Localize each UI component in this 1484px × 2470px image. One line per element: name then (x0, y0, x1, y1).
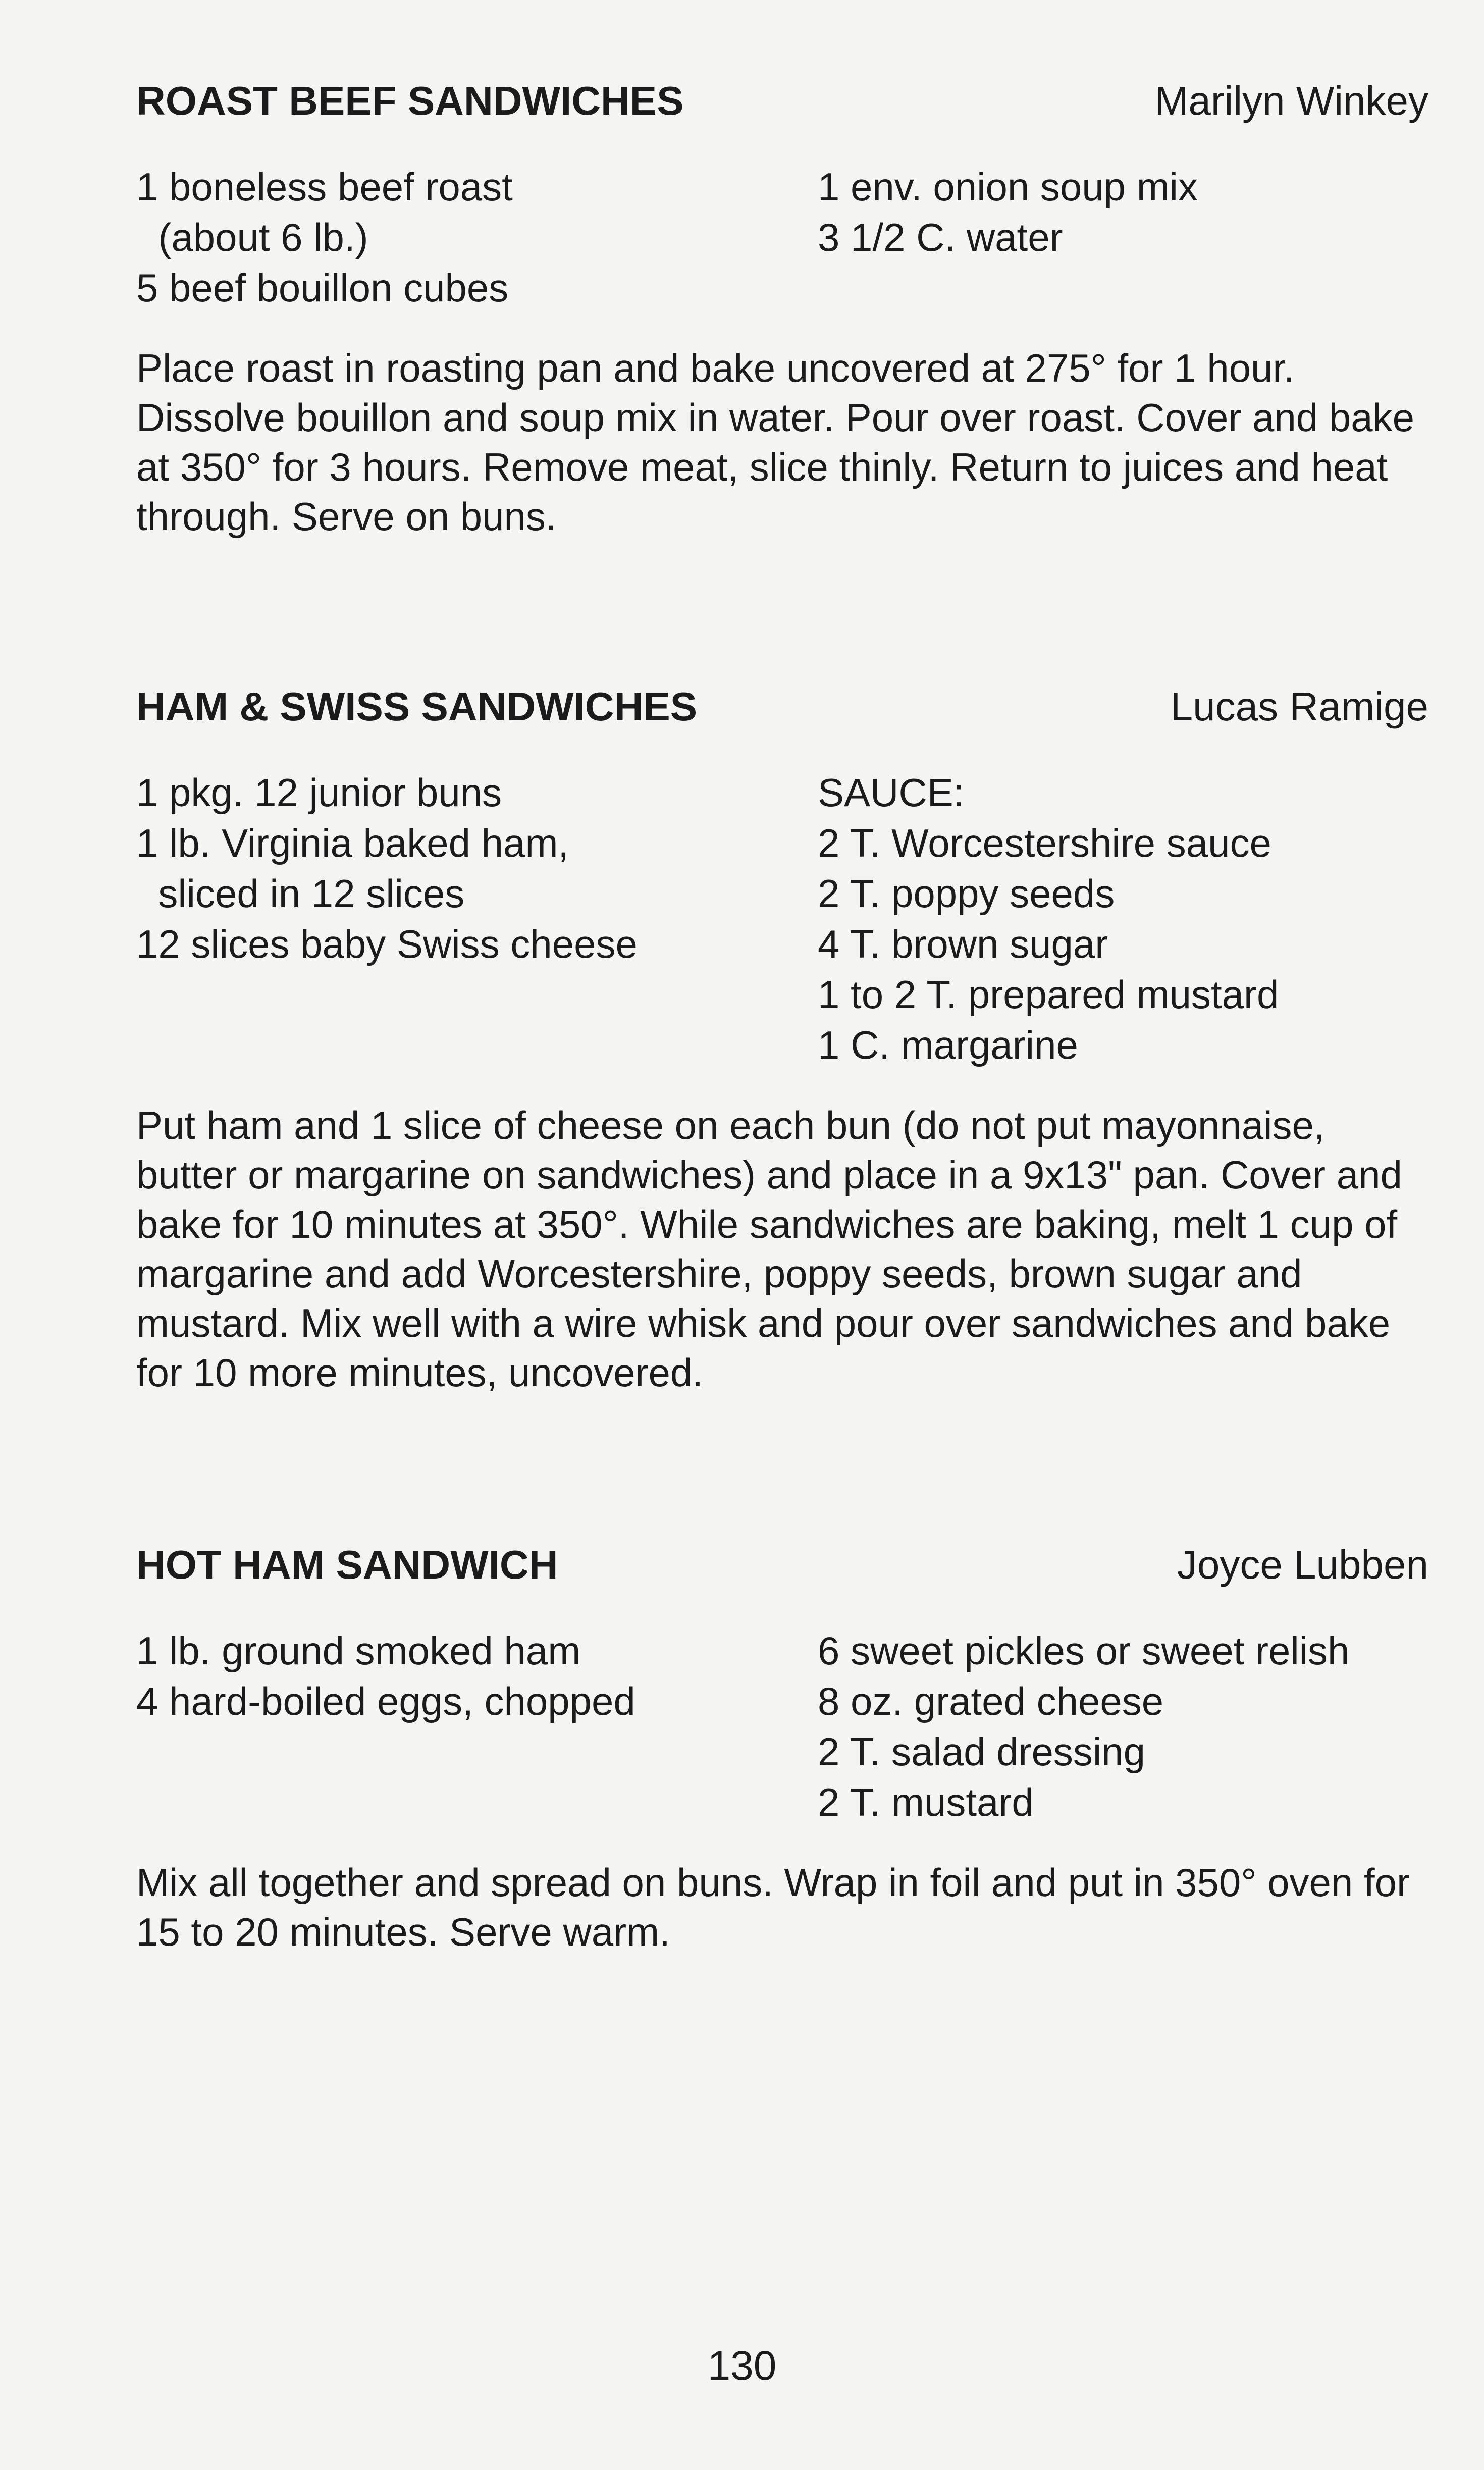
sauce-heading: SAUCE: (818, 770, 965, 815)
ingredient: 12 slices baby Swiss cheese (136, 922, 638, 966)
ingredient-list (136, 1625, 1428, 1827)
ingredient: 2 T. Worcestershire sauce (818, 821, 1271, 865)
ingredient: 1 lb. ground smoked ham (136, 1628, 581, 1673)
recipe-title: HAM & SWISS SANDWICHES (136, 684, 698, 729)
ingredient: 2 T. salad dressing (818, 1729, 1145, 1774)
recipe-directions: Place roast in roasting pan and bake uncovered at 275° for 1 hour. Dissolve bouillon and soup mix in water. Pour over roast. Cover and bake at 350° for 3 hours. Remove meat, slice thinly. Return to juices and heat through. Serve on buns. (136, 346, 1414, 539)
ingredient: 1 pkg. 12 junior buns (136, 770, 502, 815)
ingredient: 1 to 2 T. prepared mustard (818, 972, 1279, 1017)
recipe-roast-beef-sandwiches (136, 76, 1428, 541)
ingredient: 2 T. poppy seeds (818, 871, 1115, 916)
ingredient: 5 beef bouillon cubes (136, 266, 509, 310)
ingredient-list (136, 767, 1428, 1070)
ingredient: 1 boneless beef roast (136, 165, 513, 209)
recipe-directions: Put ham and 1 slice of cheese on each bun (do not put mayonnaise, butter or margarine on sandwiches) and place in a 9x13" pan. Cover and bake for 10 minutes at 350°. While sandwiches are baking, melt 1 cup of margarine and add Worcestershire, poppy seeds, brown sugar and mustard. Mix well with a wire whisk and pour over sandwiches and bake for 10 more minutes, uncovered. (136, 1103, 1402, 1395)
recipe-ham-swiss-sandwiches (136, 681, 1428, 1397)
recipe-title: HOT HAM SANDWICH (136, 1542, 558, 1587)
ingredient: 8 oz. grated cheese (818, 1679, 1164, 1723)
recipe-author: Joyce Lubben (1177, 1542, 1428, 1587)
ingredient: 2 T. mustard (818, 1780, 1034, 1824)
ingredient: 4 T. brown sugar (818, 922, 1108, 966)
page-number: 130 (707, 2343, 777, 2389)
ingredient: 3 1/2 C. water (818, 215, 1063, 259)
ingredient: 1 env. onion soup mix (818, 165, 1198, 209)
recipe-hot-ham-sandwich (136, 1540, 1428, 1957)
ingredient: 1 lb. Virginia baked ham, (136, 821, 569, 865)
ingredient: (about 6 lb.) (136, 215, 368, 259)
recipe-title: ROAST BEEF SANDWICHES (136, 78, 684, 123)
recipe-author: Marilyn Winkey (1154, 78, 1428, 123)
ingredient: 6 sweet pickles or sweet relish (818, 1628, 1350, 1673)
recipe-author: Lucas Ramige (1170, 684, 1428, 729)
ingredient: 4 hard-boiled eggs, chopped (136, 1679, 635, 1723)
recipe-directions: Mix all together and spread on buns. Wrap in foil and put in 350° oven for 15 to 20 minutes. Serve warm. (136, 1860, 1410, 1954)
ingredient-list (136, 162, 1428, 313)
ingredient: sliced in 12 slices (136, 871, 465, 916)
ingredient: 1 C. margarine (818, 1023, 1078, 1067)
